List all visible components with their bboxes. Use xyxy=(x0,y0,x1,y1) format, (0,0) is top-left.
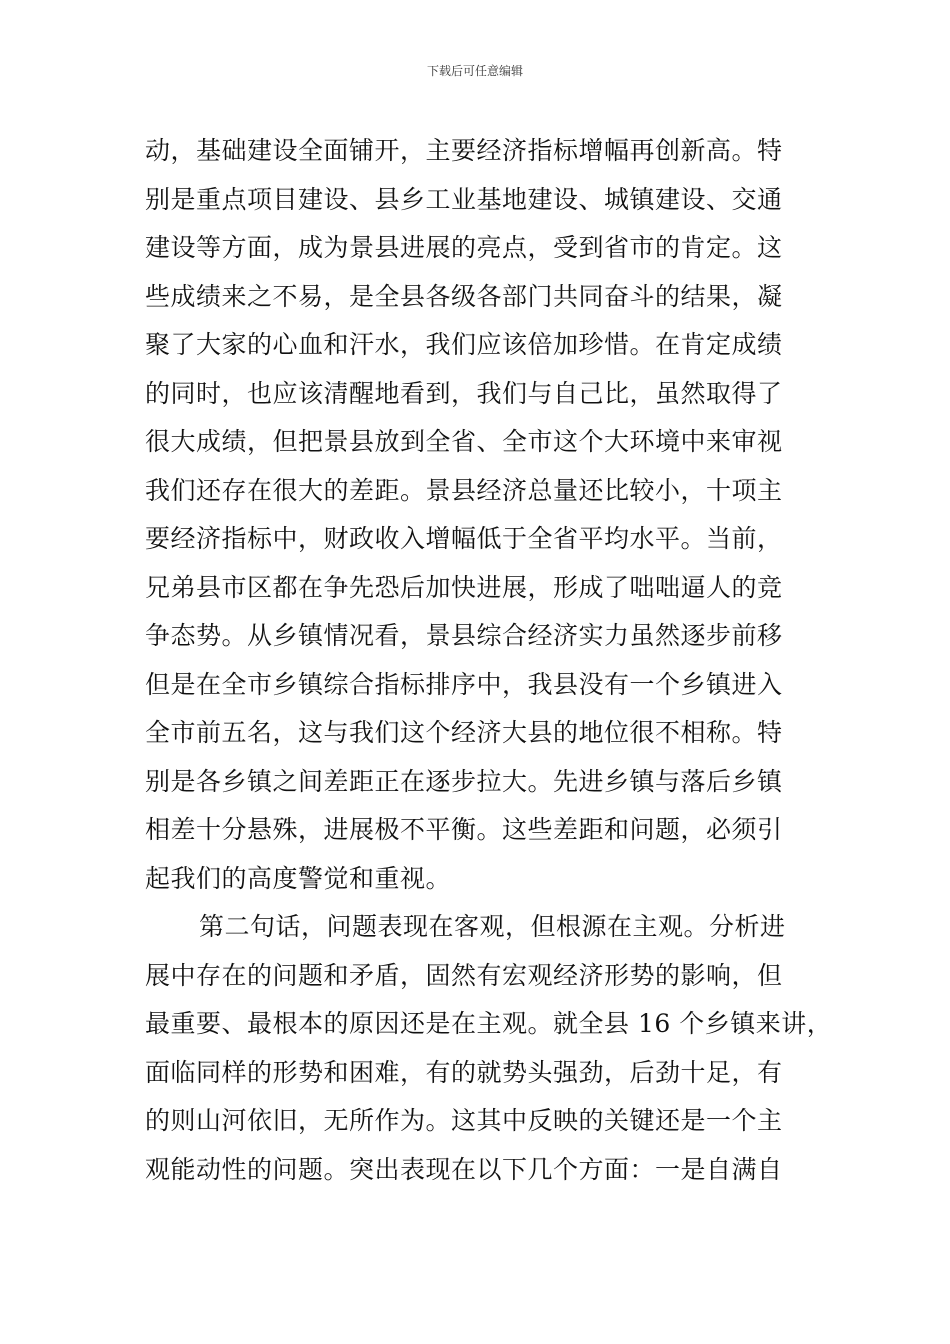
text-line: 但是在全市乡镇综合指标排序中，我县没有一个乡镇进入 xyxy=(145,669,783,699)
text-line: 别是各乡镇之间差距正在逐步拉大。先进乡镇与落后乡镇 xyxy=(145,766,783,796)
text-line: 兄弟县市区都在争先恐后加快进展，形成了咄咄逼人的竞 xyxy=(145,572,783,602)
text-line: 要经济指标中，财政收入增幅低于全省平均水平。当前， xyxy=(145,524,783,553)
text-line: 最重要、最根本的原因还是在主观。就全县 16 个乡镇来讲， xyxy=(145,1009,833,1038)
text-line: 起我们的高度警觉和重视。 xyxy=(145,863,452,893)
text-line: 建设等方面，成为景县进展的亮点，受到省市的肯定。这 xyxy=(145,233,783,262)
text-line: 聚了大家的心血和汗水，我们应该倍加珍惜。在肯定成绩 xyxy=(145,330,783,359)
text-line: 第二句话，问题表现在客观，但根源在主观。分析进 xyxy=(199,912,786,941)
text-line: 动，基础建设全面铺开，主要经济指标增幅再创新高。特 xyxy=(145,136,783,165)
text-line: 全市前五名，这与我们这个经济大县的地位很不相称。特 xyxy=(145,718,783,747)
page-header: 下载后可任意编辑 xyxy=(426,64,523,78)
text-line: 观能动性的问题。突出表现在以下几个方面：一是自满自 xyxy=(145,1154,783,1184)
text-line: 争态势。从乡镇情况看，景县综合经济实力虽然逐步前移 xyxy=(145,621,783,650)
text-line: 我们还存在很大的差距。景县经济总量还比较小，十项主 xyxy=(145,475,783,505)
paragraph xyxy=(145,903,833,1194)
text-line: 的则山河依旧，无所作为。这其中反映的关键还是一个主 xyxy=(145,1106,783,1135)
text-line: 的同时，也应该清醒地看到，我们与自己比，虽然取得了 xyxy=(145,378,783,408)
document-body xyxy=(145,127,833,1194)
text-line: 些成绩来之不易，是全县各级各部门共同奋斗的结果，凝 xyxy=(145,281,783,311)
text-line: 面临同样的形势和困难，有的就势头强劲，后劲十足，有 xyxy=(145,1057,783,1087)
paragraph xyxy=(145,127,825,903)
text-line: 展中存在的问题和矛盾，固然有宏观经济形势的影响，但 xyxy=(145,960,783,990)
text-line: 很大成绩，但把景县放到全省、全市这个大环境中来审视 xyxy=(145,427,783,456)
text-line: 别是重点项目建设、县乡工业基地建设、城镇建设、交通 xyxy=(145,184,783,214)
text-line: 相差十分悬殊，进展极不平衡。这些差距和问题，必须引 xyxy=(145,815,783,844)
